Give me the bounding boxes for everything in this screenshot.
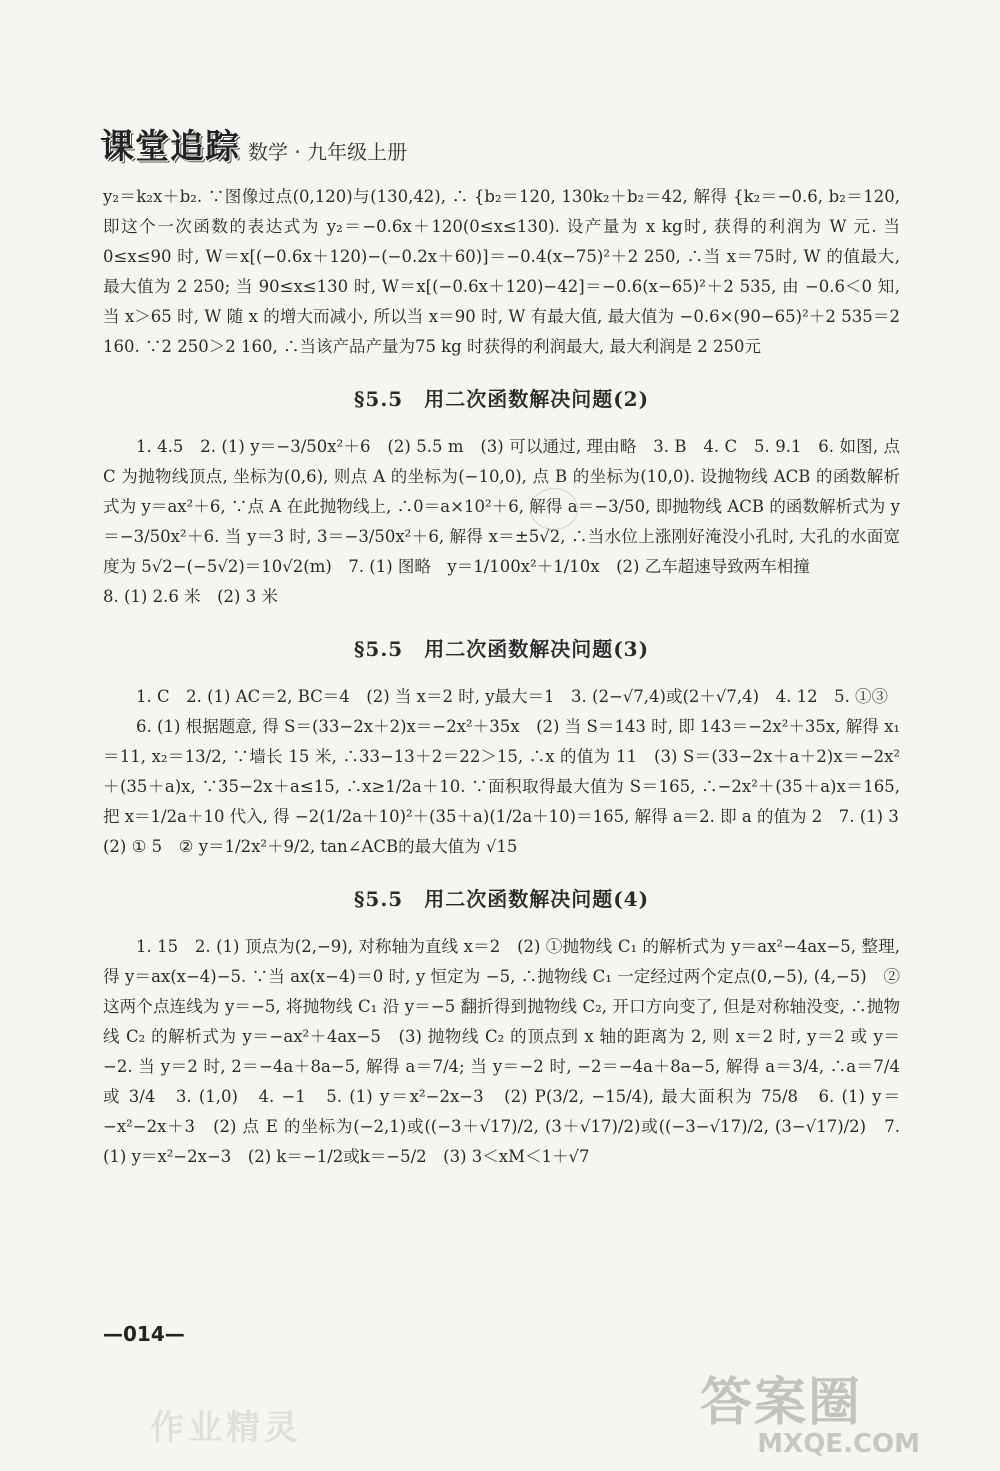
watermark-text: 作业精灵: [150, 1408, 302, 1448]
answer-paragraph: 6. (1) 根据题意, 得 S＝(33−2x＋2)x＝−2x²＋35x (2) 当 S＝143 时, 即 143＝−2x²＋35x, 解得 x₁＝11, x₂＝13/2, ∵墙长 15 米, ∴33−13＋2＝22＞15, ∴x 的值为 11 (3) S＝(33−2x＋a＋2)x＝−2x²＋(35＋a)x, ∵35−2x＋a≤15, ∴x≥1/2a＋10. ∵面积取得最大值为 S＝165, ∴−2x²＋(35＋a)x＝165, 把 x＝1/2a＋10 代入, 得 −2(1/2a＋10)²＋(35＋a)(1/2a＋10)＝165, 解得 a＝2. 即 a 的值为 2 7. (1) 3: [103, 717, 900, 826]
watermark-logo-url: MXQE.COM: [757, 1429, 920, 1459]
watermark-logo: [700, 1360, 920, 1460]
page-header: [100, 128, 407, 168]
intro-paragraph: y₂＝k₂x＋b₂. ∵图像过点(0,120)与(130,42), ∴ {b₂＝120, 130k₂＋b₂＝42, 解得 {k₂＝−0.6, b₂＝120, 即这个一次函数的表达式为 y₂＝−0.6x＋120(0≤x≤130). 设产量为 x kg时, 获得的利润为 W 元. 当 0≤x≤90 时, W＝x[(−0.6x＋120)−(−0.2x＋60)]＝−0.4(x−75)²＋2 250, ∴当 x＝75时, W 的值最大, 最大值为 2 250; 当 90≤x≤130 时, W＝x[(−0.6x＋120)−42]＝−0.6(x−65)²＋2 535, 由 −0.6＜0 知, 当 x＞65 时, W 随 x 的增大而减小, 所以当 x＝90 时, W 有最大值, 最大值为 −0.6×(90−65)²＋2 535＝2 160. ∵2 250＞2 160, ∴当该产品产量为75 kg 时获得的利润最大, 最大利润是 2 250元: [103, 187, 900, 356]
answer-paragraph: 1. 4.5 2. (1) y＝−3/50x²＋6 (2) 5.5 m (3) 可以通过, 理由略 3. B 4. C 5. 9.1 6. 如图, 点 C 为抛物线顶点, 坐标为(0,6), 则点 A 的坐标为(−10,0), 点 B 的坐标为(10,0). 设抛物线 ACB 的函数解析式为 y＝ax²＋6, ∵点 A 在此抛物线上, ∴0＝a×10²＋6, 解得 a＝−3/50, 即抛物线 ACB 的函数解析式为 y＝−3/50x²＋6. 当 y＝3 时, 3＝−3/50x²＋6, 解得 x＝±5√2, ∴当水位上涨刚好淹没小孔时, 大孔的水面宽度为 5√2−(−5√2)＝10√2(m) 7. (1) 图略 y＝1/100x²＋1/10x (2) 乙车超速导致两车相撞: [103, 437, 900, 576]
answer-content: [103, 182, 900, 1172]
section-title: §5.5 用二次函数解决问题(4): [353, 887, 650, 911]
brand-logo-text: 课堂追踪: [100, 127, 240, 167]
watermark-logo-text: 答案圈: [700, 1373, 863, 1433]
section-title: §5.5 用二次函数解决问题(2): [353, 387, 650, 411]
answer-paragraph: (2) ① 5 ② y＝1/2x²＋9/2, tan∠ACB的最大值为 √15: [103, 837, 518, 856]
stamp-seal-icon: [530, 488, 578, 530]
page-number: —014—: [103, 1322, 185, 1346]
answer-paragraph: 1. C 2. (1) AC＝2, BC＝4 (2) 当 x＝2 时, y最大＝1 3. (2−√7,4)或(2＋√7,4) 4. 12 5. ①③: [136, 687, 889, 706]
section-title: §5.5 用二次函数解决问题(3): [353, 637, 650, 661]
answer-paragraph: 1. 15 2. (1) 顶点为(2,−9), 对称轴为直线 x＝2 (2) ①抛物线 C₁ 的解析式为 y＝ax²−4ax−5, 整理, 得 y＝ax(x−4)−5. ∵当 ax(x−4)＝0 时, y 恒定为 −5, ∴抛物线 C₁ 一定经过两个定点(0,−5), (4,−5) ②这两个点连线为 y＝−5, 将抛物线 C₁ 沿 y＝−5 翻折得到抛物线 C₂, 开口方向变了, 但是对称轴没变, ∴抛物线 C₂ 的解析式为 y＝−ax²＋4ax−5 (3) 抛物线 C₂ 的顶点到 x 轴的距离为 2, 则 x＝2 时, y＝2 或 y＝−2. 当 y＝2 时, 2＝−4a＋8a−5, 解得 a＝7/4; 当 y＝−2 时, −2＝−4a＋8a−5, 解得 a＝3/4, ∴a＝7/4 或 3/4 3. (1,0) 4. −1 5. (1) y＝x²−2x−3 (2) P(3/2, −15/4), 最大面积为 75/8 6. (1) y＝−x²−2x＋3 (2) 点 E 的坐标为(−2,1)或((−3＋√17)/2, (3＋√17)/2)或((−3−√17)/2, (3−√17)/2) 7. (1) y＝x²−2x−3 (2) k＝−1/2或k＝−5/2 (3) 3＜xM＜1＋√7: [103, 937, 900, 1166]
subject-title: 数学 · 九年级上册: [248, 140, 408, 164]
answer-paragraph: 8. (1) 2.6 米 (2) 3 米: [103, 587, 278, 606]
